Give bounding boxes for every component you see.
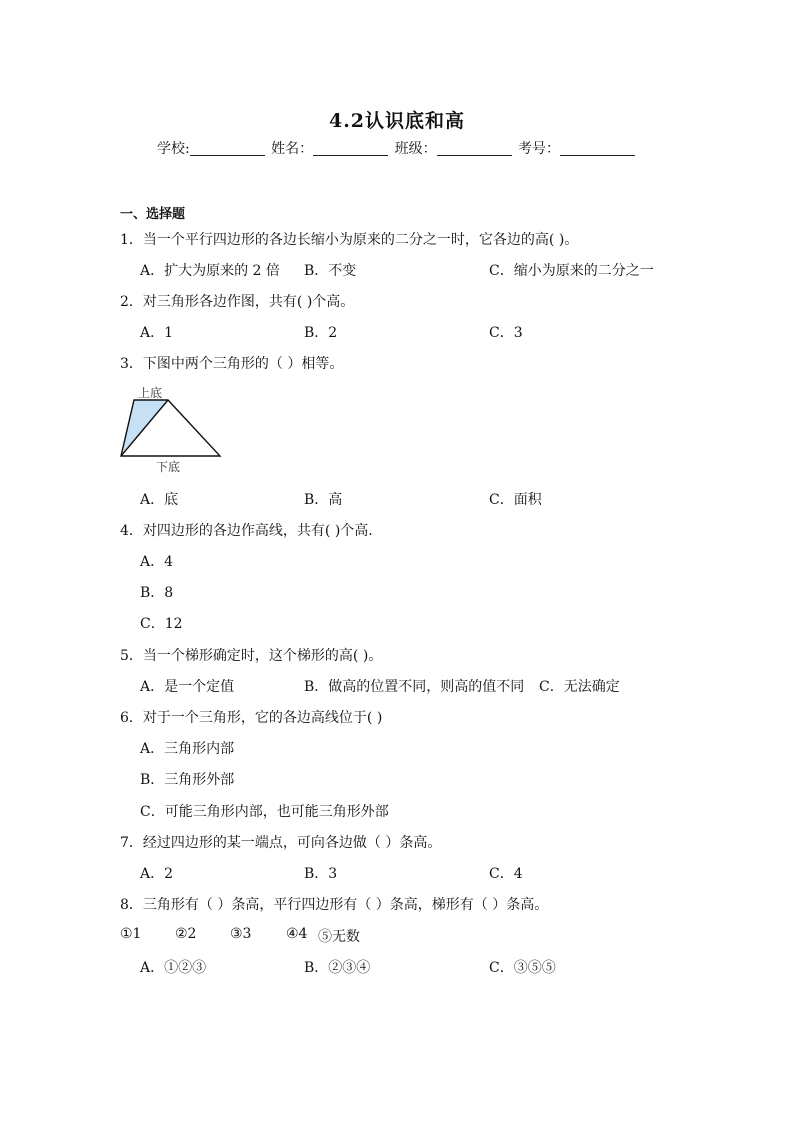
school-blank[interactable] (190, 141, 265, 156)
class-label: 班级： (394, 141, 437, 157)
q6-option-c[interactable]: C．可能三角形内部，也可能三角形外部 (140, 804, 389, 820)
q6-option-a[interactable]: A．三角形内部 (140, 741, 235, 757)
student-info-line (0, 138, 794, 158)
class-blank[interactable] (437, 141, 512, 156)
name-label: 姓名： (271, 141, 314, 157)
question-6: 6．对于一个三角形，它的各边高线位于( ) (120, 710, 383, 726)
q2-option-c[interactable]: C．3 (489, 325, 523, 341)
name-blank[interactable] (313, 141, 388, 156)
bottom-base-label: 下底 (156, 460, 181, 474)
q7-option-b[interactable]: B．3 (304, 866, 338, 882)
q1-option-c[interactable]: C．缩小为原来的二分之一 (489, 263, 654, 279)
page-title: 4.2认识底和高 (328, 110, 466, 132)
question-8: 8．三角形有（ ）条高，平行四边形有（ ）条高，梯形有（ ）条高。 (120, 897, 549, 913)
q8-choice-4: ④4 (286, 926, 308, 942)
q5-option-a[interactable]: A．是一个定值 (140, 679, 235, 695)
q8-choice-3: ③3 (230, 926, 252, 942)
q4-option-a[interactable]: A．4 (140, 554, 174, 570)
q8-choice-2: ②2 (175, 926, 197, 942)
q8-option-b[interactable]: B．②③④ (304, 960, 371, 976)
trapezoid-figure (118, 382, 228, 476)
top-base-label: 上底 (138, 386, 163, 400)
q2-option-a[interactable]: A．1 (140, 325, 174, 341)
section-title: 一、选择题 (120, 207, 186, 222)
question-4: 4．对四边形的各边作高线，共有( )个高. (120, 523, 373, 539)
school-label: 学校: (156, 141, 190, 157)
q3-option-c[interactable]: C．面积 (489, 492, 542, 508)
q7-option-a[interactable]: A．2 (140, 866, 174, 882)
question-3: 3．下图中两个三角形的（ ）相等。 (120, 356, 344, 372)
q2-option-b[interactable]: B．2 (304, 325, 338, 341)
question-5: 5．当一个梯形确定时，这个梯形的高( )。 (120, 648, 383, 664)
q8-choice-1: ①1 (120, 926, 142, 942)
q8-choice-5: ⑤无数 (318, 929, 360, 945)
question-2: 2．对三角形各边作图，共有( )个高。 (120, 294, 355, 310)
number-blank[interactable] (560, 141, 635, 156)
q1-option-b[interactable]: B．不变 (304, 263, 357, 279)
question-7: 7．经过四边形的某一端点，可向各边做（ ）条高。 (120, 835, 442, 851)
q5-option-b[interactable]: B．做高的位置不同，则高的值不同 (304, 679, 525, 695)
number-label: 考号： (518, 141, 561, 157)
q7-option-c[interactable]: C．4 (489, 866, 523, 882)
q4-option-b[interactable]: B．8 (140, 585, 174, 601)
q1-option-a[interactable]: A．扩大为原来的 2 倍 (140, 263, 280, 279)
q5-option-c[interactable]: C．无法确定 (539, 679, 620, 695)
q8-option-a[interactable]: A．①②③ (140, 960, 207, 976)
question-1: 1．当一个平行四边形的各边长缩小为原来的二分之一时，它各边的高( )。 (120, 232, 579, 248)
q8-option-c[interactable]: C．③⑤⑤ (489, 960, 556, 976)
q4-option-c[interactable]: C．12 (140, 616, 183, 632)
q3-option-a[interactable]: A．底 (140, 492, 179, 508)
q6-option-b[interactable]: B．三角形外部 (140, 772, 235, 788)
q3-option-b[interactable]: B．高 (304, 492, 343, 508)
